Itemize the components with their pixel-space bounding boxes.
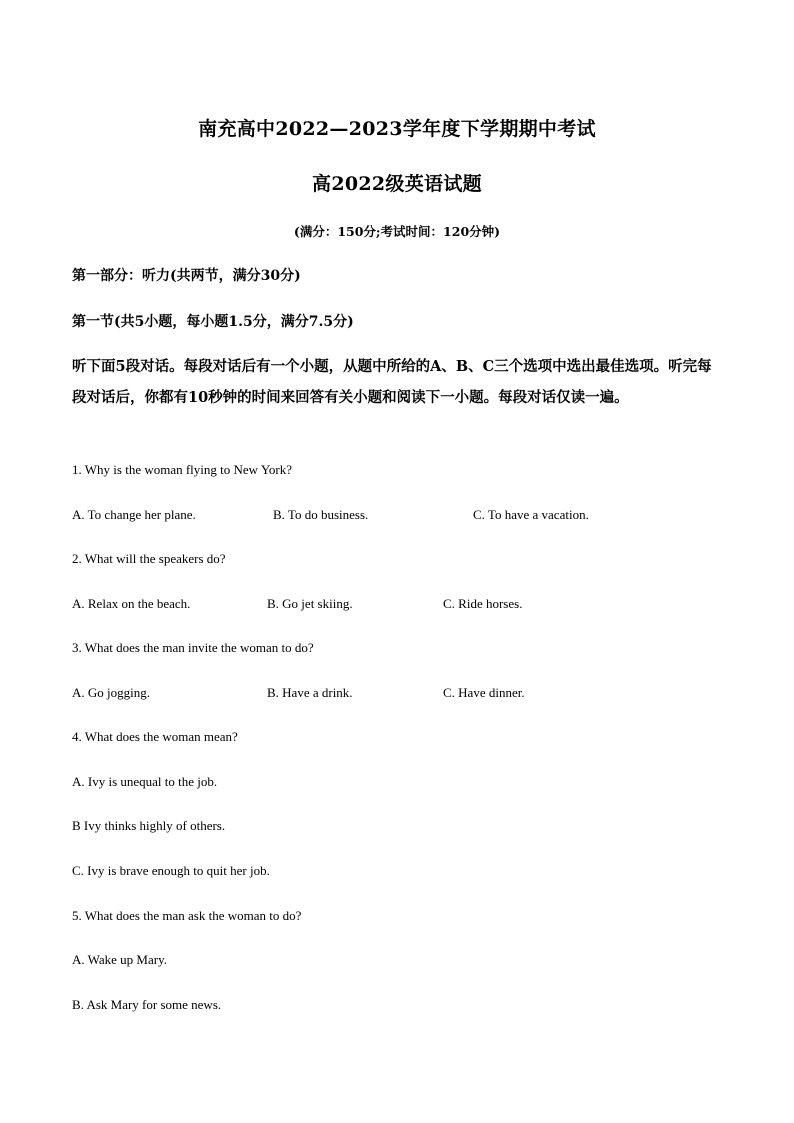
section-heading: 第一节(共5小题，每小题1.5分，满分7.5分) bbox=[72, 314, 354, 330]
option-c: C. To have a vacation. bbox=[473, 507, 589, 522]
exam-info: (满分：150分;考试时间：120分钟) bbox=[293, 224, 501, 239]
instructions: 听下面5段对话。每段对话后有一个小题，从题中所给的A、B、C三个选项中选出最佳选项。听完每段对话后，你都有10秒钟的时间来回答有关小题和阅读下一小题。每段对话仅读一遍。 bbox=[72, 358, 712, 406]
option-a: A. Ivy is unequal to the job. bbox=[72, 774, 218, 789]
question-stem: 4. What does the woman mean? bbox=[72, 729, 238, 744]
part-heading: 第一部分：听力(共两节，满分30分) bbox=[72, 268, 301, 284]
option-a: A. Wake up Mary. bbox=[72, 952, 167, 967]
option-b: B. Go jet skiing. bbox=[267, 596, 353, 611]
option-a: A. Go jogging. bbox=[72, 685, 150, 700]
question-stem: 5. What does the man ask the woman to do? bbox=[72, 908, 302, 923]
option-c: C. Ivy is brave enough to quit her job. bbox=[72, 863, 270, 878]
exam-title: 南充高中2022—2023学年度下学期期中考试 bbox=[198, 118, 596, 140]
option-b: B. To do business. bbox=[273, 507, 369, 522]
option-c: C. Ride horses. bbox=[443, 596, 523, 611]
option-b: B Ivy thinks highly of others. bbox=[72, 818, 226, 833]
option-c: C. Have dinner. bbox=[443, 685, 525, 700]
question-stem: 1. Why is the woman flying to New York? bbox=[72, 462, 293, 477]
option-a: A. To change her plane. bbox=[72, 507, 196, 522]
option-a: A. Relax on the beach. bbox=[72, 596, 191, 611]
question-stem: 3. What does the man invite the woman to do? bbox=[72, 640, 314, 655]
exam-subtitle: 高2022级英语试题 bbox=[312, 173, 482, 195]
question-stem: 2. What will the speakers do? bbox=[72, 551, 226, 566]
option-b: B. Have a drink. bbox=[267, 685, 353, 700]
option-b: B. Ask Mary for some news. bbox=[72, 997, 222, 1012]
